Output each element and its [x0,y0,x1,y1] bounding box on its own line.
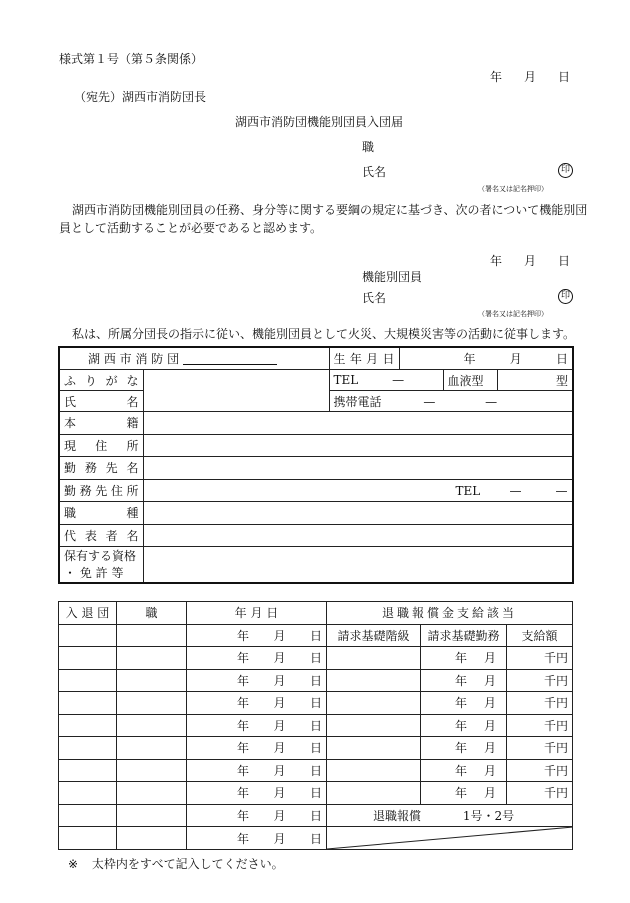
date-cell[interactable] [187,737,327,760]
pledge-text: 私は、所属分団長の指示に従い、機能別団員として火災、大規模災害等の活動に従事します。 [72,327,576,341]
month-label: 月 [273,696,286,711]
service-cell[interactable] [421,647,507,670]
amount-cell[interactable] [507,737,573,760]
month-label: 月 [483,696,496,711]
retirement-award-value: 1号・2号 [462,808,515,823]
table-row [59,782,573,805]
tel-field[interactable] [329,370,443,391]
month-label: 月 [273,651,286,666]
date-cell[interactable] [187,759,327,782]
year-label: 年 [455,786,468,801]
tel-dash: — [392,373,405,387]
note-text: 太枠内をすべて記入してください。 [91,857,284,871]
qualifications-label [59,547,143,584]
qualifications-label-line1: 保有する資格 [64,549,137,563]
mobile-dash-2: — [485,394,498,409]
day-label: 日 [309,741,322,756]
service-cell[interactable] [421,692,507,715]
table-row [59,804,573,827]
blood-unit: 型 [556,373,569,388]
month-label: 月 [273,763,286,778]
date-line-2 [490,252,570,269]
address-field[interactable] [143,434,573,457]
employer-field[interactable] [143,457,573,480]
rank-cell[interactable] [327,737,421,760]
form-number: 様式第１号（第５条関係） [59,52,204,66]
corps-cell[interactable] [59,347,329,370]
furigana-label: ふりがな [59,370,143,391]
year-label: 年 [455,696,468,711]
year-label: 年 [237,741,250,756]
service-cell[interactable] [421,759,507,782]
day-label: 日 [309,763,322,778]
addressee: （宛先）湖西市消防団長 [74,90,207,104]
corps-label: 湖 西 市 消 防 団 [88,352,180,366]
amount-cell[interactable] [507,759,573,782]
year-label: 年 [237,763,250,778]
entry-cell[interactable] [59,827,117,850]
year-label: 年 [237,628,250,643]
occupation-label: 職種 [59,502,143,525]
day-label: 日 [557,254,570,268]
amount-unit: 千円 [544,718,569,733]
rank-cell[interactable] [327,759,421,782]
amount-cell[interactable] [507,692,573,715]
diagonal-cell [327,827,573,850]
service-cell[interactable] [421,669,507,692]
seal-mark: 印 [558,163,573,178]
employer-tel-dash-2: — [555,483,568,498]
year-label: 年 [490,254,503,268]
name-label: 氏名 [59,391,143,412]
date-line [490,68,570,85]
service-cell[interactable] [421,782,507,805]
amount-cell[interactable] [507,669,573,692]
member-name-label: 氏名 [362,291,387,305]
entry-cell[interactable] [59,737,117,760]
month-label: 月 [273,628,286,643]
day-label: 日 [309,786,322,801]
employer-tel-label: TEL [455,483,481,498]
position-cell[interactable] [117,737,187,760]
amount-subheader: 支給額 [507,624,573,647]
table-row [59,714,573,737]
position-header: 職 [117,602,187,625]
amount-unit: 千円 [544,741,569,756]
month-label: 月 [273,786,286,801]
entry-cell[interactable] [59,692,117,715]
footer-note [68,855,284,872]
mobile-dash-1: — [423,394,436,409]
member-info-table [58,346,574,584]
day-label: 日 [556,352,569,366]
date-cell[interactable] [187,714,327,737]
date-cell[interactable] [187,669,327,692]
year-label: 年 [237,718,250,733]
recommendation-text-1: 湖西市消防団機能別団員の任務、身分等に関する要綱の規定に基づき、次の者について機能別団 [72,203,588,217]
date-cell[interactable] [187,827,327,850]
retirement-award-cell[interactable] [327,804,573,827]
position-cell[interactable] [117,692,187,715]
entry-cell[interactable] [59,759,117,782]
employer-tel-dash-1: — [509,483,522,498]
amount-unit: 千円 [544,786,569,801]
mobile-label: 携帯電話 [333,394,382,409]
day-label: 日 [309,628,322,643]
employer-label: 勤務先名 [59,457,143,480]
diagonal-line [327,827,573,849]
member-label: 機能別団員 [362,270,423,284]
position-cell[interactable] [117,669,187,692]
day-label: 日 [309,651,322,666]
blood-type-field[interactable] [497,370,573,391]
occupation-field[interactable] [143,502,573,525]
entry-header: 入 退 団 [59,602,117,625]
history-table [58,601,573,850]
month-label: 月 [483,763,496,778]
amount-unit: 千円 [544,651,569,666]
amount-cell[interactable] [507,782,573,805]
amount-cell[interactable] [507,647,573,670]
birth-label: 生年月日 [329,347,399,370]
rank-cell[interactable] [327,647,421,670]
date-header: 年 月 日 [187,602,327,625]
member-seal-note: （署名又は記名押印） [478,310,548,318]
position-cell[interactable] [117,782,187,805]
table-row [59,692,573,715]
address-label: 現住所 [59,434,143,457]
month-label: 月 [523,254,536,268]
seal-note: （署名又は記名押印） [478,185,548,193]
month-label: 月 [483,673,496,688]
member-seal-mark: 印 [558,289,573,304]
entry-cell[interactable] [59,782,117,805]
service-cell[interactable] [421,737,507,760]
table-row [59,759,573,782]
month-label: 月 [523,70,536,84]
table-row [59,737,573,760]
month-label: 月 [483,718,496,733]
year-label: 年 [455,763,468,778]
position-cell[interactable] [117,624,187,647]
amount-unit: 千円 [544,673,569,688]
rank-cell[interactable] [327,669,421,692]
date-cell[interactable] [187,804,327,827]
date-cell[interactable] [187,647,327,670]
retirement-header: 退職報償金支給該当 [327,602,573,625]
domicile-field[interactable] [143,412,573,435]
chief-position-label: 職 [362,140,375,154]
entry-cell[interactable] [59,624,117,647]
note-mark: ※ [68,857,79,871]
rank-cell[interactable] [327,782,421,805]
year-label: 年 [455,651,468,666]
entry-cell[interactable] [59,714,117,737]
document-title: 湖西市消防団機能別団員入団届 [235,115,404,129]
month-label: 月 [483,651,496,666]
date-cell[interactable] [187,692,327,715]
month-label: 月 [273,718,286,733]
service-cell[interactable] [421,714,507,737]
year-label: 年 [455,741,468,756]
day-label: 日 [309,696,322,711]
table-row [59,647,573,670]
year-label: 年 [237,831,250,846]
year-label: 年 [237,808,250,823]
year-label: 年 [463,352,476,366]
rank-cell[interactable] [327,692,421,715]
year-label: 年 [455,718,468,733]
domicile-label: 本籍 [59,412,143,435]
month-label: 月 [483,741,496,756]
table-row [59,669,573,692]
year-label: 年 [237,673,250,688]
date-cell[interactable] [187,782,327,805]
position-cell[interactable] [117,647,187,670]
chief-name-label: 氏名 [362,165,387,179]
mobile-field[interactable] [329,391,573,412]
blood-type-label: 血液型 [443,370,497,391]
service-subheader: 請求基礎勤務 [421,624,507,647]
name-field[interactable] [143,370,329,412]
day-label: 日 [309,673,322,688]
month-label: 月 [273,831,286,846]
amount-cell[interactable] [507,714,573,737]
day-label: 日 [309,718,322,733]
birth-date-field[interactable] [399,347,573,370]
employer-address-label: 勤務先住所 [59,479,143,502]
position-cell[interactable] [117,759,187,782]
day-label: 日 [309,831,322,846]
month-label: 月 [483,786,496,801]
month-label: 月 [273,741,286,756]
month-label: 月 [509,352,522,366]
employer-address-field[interactable] [143,479,573,502]
day-label: 日 [557,70,570,84]
qualifications-label-line2: ・ 免 許 等 [64,566,124,580]
retirement-award-label: 退職報償 [373,808,422,823]
year-label: 年 [490,70,503,84]
date-cell[interactable] [187,624,327,647]
recommendation-text-2: 員として活動することが必要であると認めます。 [59,221,323,235]
qualifications-field[interactable] [143,547,573,584]
amount-unit: 千円 [544,763,569,778]
entry-cell[interactable] [59,647,117,670]
entry-cell[interactable] [59,804,117,827]
year-label: 年 [455,673,468,688]
position-cell[interactable] [117,804,187,827]
rank-subheader: 請求基礎階級 [327,624,421,647]
table-row [59,827,573,850]
representative-field[interactable] [143,524,573,547]
position-cell[interactable] [117,714,187,737]
amount-unit: 千円 [544,696,569,711]
month-label: 月 [273,673,286,688]
tel-label: TEL [333,373,359,387]
year-label: 年 [237,696,250,711]
rank-cell[interactable] [327,714,421,737]
month-label: 月 [273,808,286,823]
year-label: 年 [237,786,250,801]
entry-cell[interactable] [59,669,117,692]
position-cell[interactable] [117,827,187,850]
day-label: 日 [309,808,322,823]
year-label: 年 [237,651,250,666]
corps-blank-line [183,364,277,365]
representative-label: 代表者名 [59,524,143,547]
